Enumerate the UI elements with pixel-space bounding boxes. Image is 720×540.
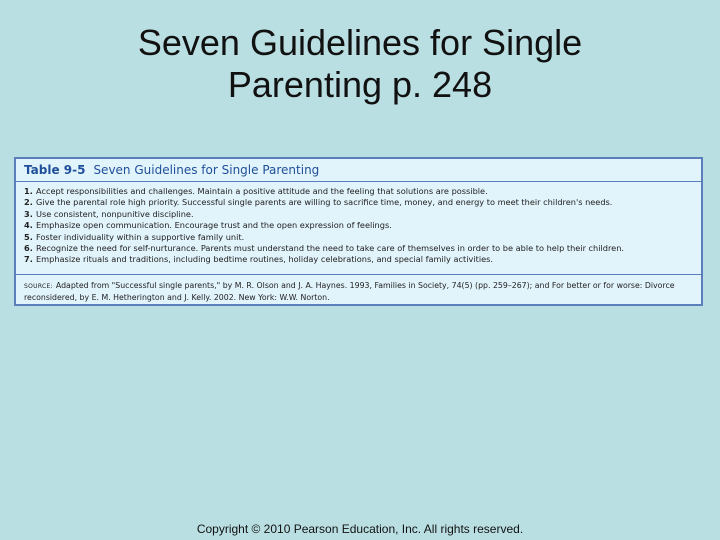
guideline-number: 1.	[24, 186, 33, 196]
guideline-item-3	[24, 209, 701, 220]
guideline-text: Use consistent, nonpunitive discipline.	[36, 208, 194, 219]
guideline-text: Give the parental role high priority. Successful single parents are willing to sacrifice time, money, and energy to meet their children's needs.	[36, 197, 613, 208]
guideline-number: 5.	[24, 231, 33, 242]
slide-title-line-1: Seven Guidelines for Single	[137, 22, 583, 63]
source-text-1: Adapted from "Successful single parents," by M. R. Olson and J. A. Haynes. 1993, Families in Society, 74(5) (pp. 259–267); and For better or for worse: Divorce	[55, 281, 675, 290]
guideline-item-6	[24, 243, 701, 254]
source-line-1	[24, 280, 693, 292]
guideline-number: 4.	[24, 220, 33, 231]
guideline-list	[16, 182, 701, 266]
guideline-item-5	[24, 232, 701, 243]
guideline-number: 7.	[24, 254, 33, 265]
table-title: Seven Guidelines for Single Parenting	[93, 163, 320, 177]
guideline-item-4	[24, 220, 701, 231]
guideline-number: 2.	[24, 197, 33, 208]
guideline-text: Emphasize open communication. Encourage trust and the open expression of feelings.	[36, 220, 392, 231]
guideline-text: Recognize the need for self-nurturance. Parents must understand the need to take care of themselves in order to be able to help their children.	[36, 243, 625, 254]
guideline-text: Accept responsibilities and challenges. Maintain a positive attitude and the feeling that solutions are possible.	[36, 186, 488, 196]
source-label: SOURCE:	[24, 283, 53, 290]
table-number: Table 9-5	[24, 163, 86, 177]
guideline-item-2	[24, 197, 701, 208]
guideline-item-1	[24, 186, 701, 197]
copyright-notice: Copyright © 2010 Pearson Education, Inc. All rights reserved.	[196, 522, 524, 536]
guideline-number: 6.	[24, 243, 33, 254]
guideline-number: 3.	[24, 208, 33, 219]
slide-title-line-2: Parenting p. 248	[227, 64, 493, 105]
table-header	[16, 159, 701, 182]
guideline-item-7	[24, 254, 701, 265]
guideline-text: Foster individuality within a supportive family unit.	[36, 231, 245, 242]
source-line-2: reconsidered, by E. M. Hetherington and J. Kelly. 2002. New York: W.W. Norton.	[24, 293, 330, 302]
guidelines-table	[14, 157, 703, 306]
slide-title	[60, 22, 660, 106]
guideline-text: Emphasize rituals and traditions, including bedtime routines, holiday celebrations, and special family activities.	[36, 254, 494, 265]
source-citation	[16, 274, 701, 303]
